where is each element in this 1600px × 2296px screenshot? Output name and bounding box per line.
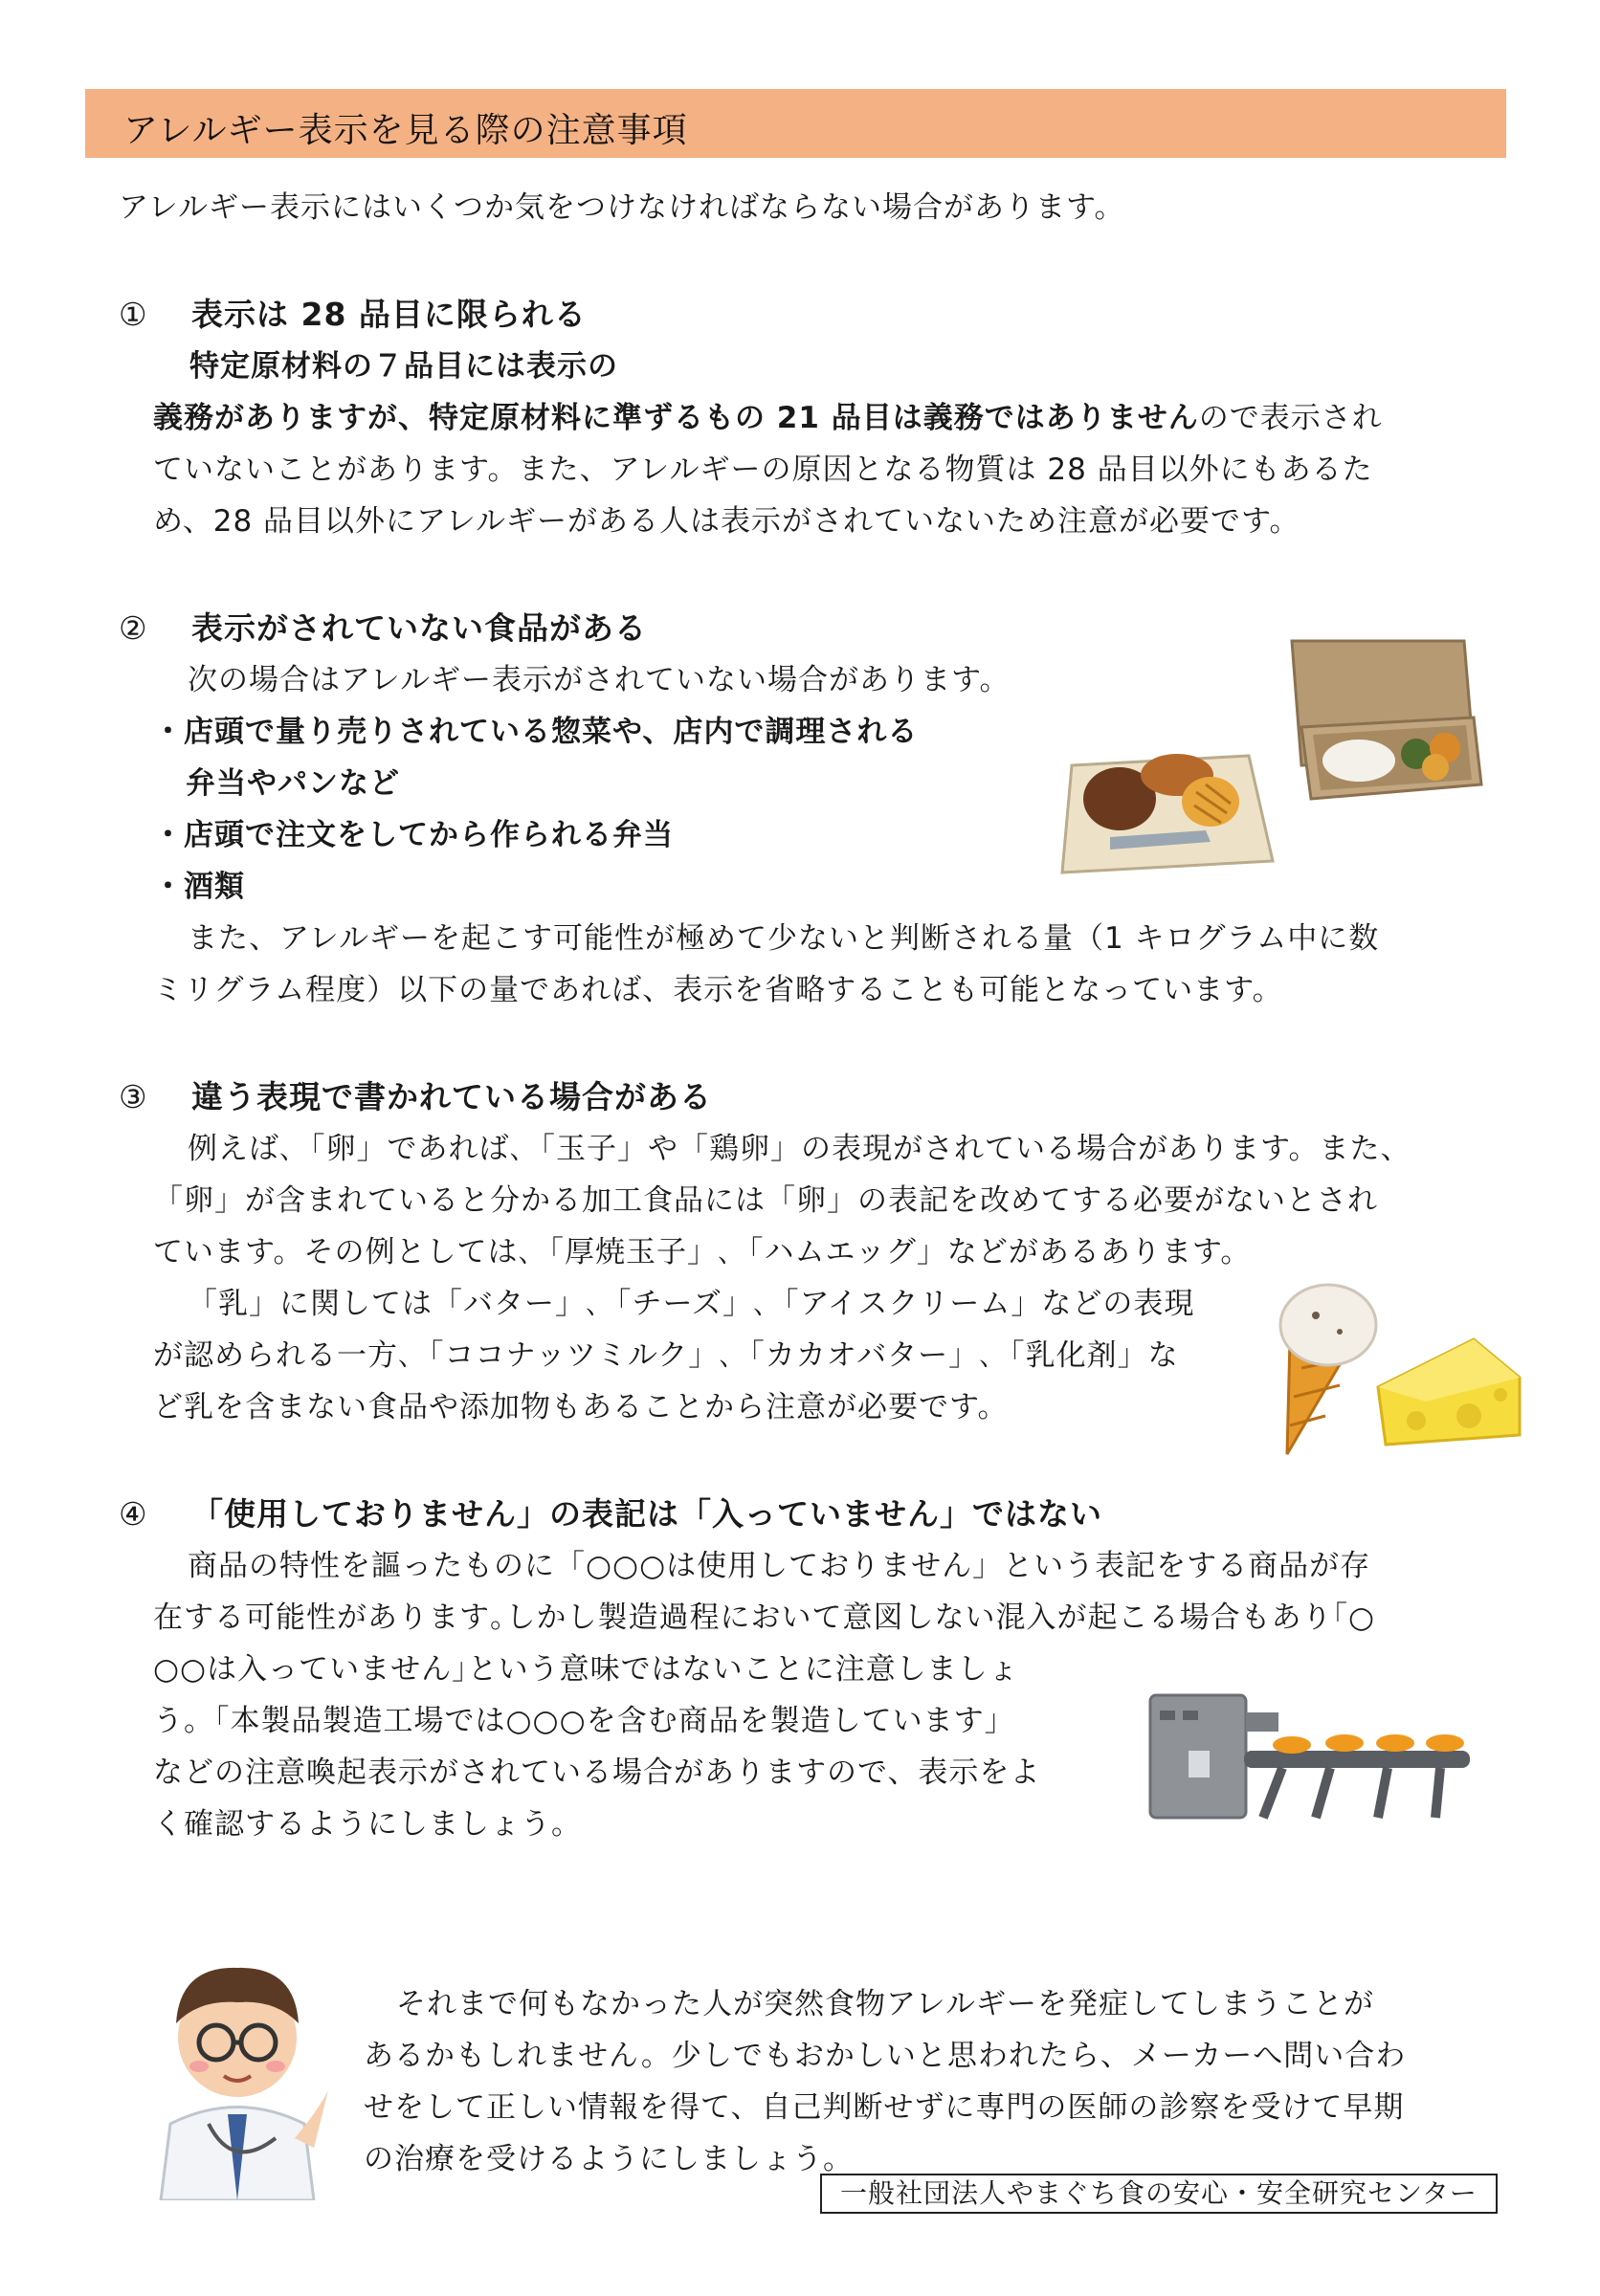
section1-line4: め、28 品目以外にアレルギーがある人は表示がされていないため注意が必要です。 [153, 504, 1300, 539]
closing-line2: あるかもしれません。少しでもおかしいと思われたら、メーカーへ問い合わ [364, 2039, 1407, 2073]
cheese-icon [1378, 1339, 1520, 1445]
section3-line2: 「卵」が含まれていると分かる加工食品には「卵」の表記を改めてする必要がないとされ [153, 1183, 1378, 1218]
organization-credit: 一般社団法人やまぐち食の安心・安全研究センター [820, 2174, 1498, 2214]
section2-line6: ミリグラム程度）以下の量であれば、表示を省略することも可能となっています。 [153, 973, 1283, 1007]
section4-line4: う｡「本製品製造工場では○○○を含む商品を製造しています」 [153, 1704, 1015, 1738]
doctor-icon [161, 1968, 328, 2200]
icecream-cheese-illustration [1273, 1272, 1522, 1459]
closing-line4: の治療を受けるようにしましょう。 [364, 2142, 854, 2176]
section2-line1: 次の場合はアレルギー表示がされていない場合があります。 [188, 663, 1011, 697]
section4-heading-text: 「使用しておりません」の表記は「入っていません」ではない [191, 1495, 1102, 1533]
section4-line2: 在する可能性があります｡しかし製造過程において意図しない混入が起こる場合もあり｢○ [153, 1601, 1376, 1635]
section2-heading [119, 603, 647, 654]
closing-line1: それまで何もなかった人が突然食物アレルギーを発症してしまうことが [396, 1987, 1374, 2021]
section4-line1: 商品の特性を謳ったものに「○○○は使用しておりません」という表記をする商品が存 [188, 1549, 1371, 1583]
intro-text: アレルギー表示にはいくつか気をつけなければならない場合があります。 [119, 190, 1125, 225]
section2-heading-text: 表示がされていない食品がある [191, 609, 647, 647]
closing-line3: せをして正しい情報を得て、自己判断せずに専門の医師の診察を受けて早期 [364, 2090, 1405, 2125]
section2-line5: また、アレルギーを起こす可能性が極めて少ないと判断される量（1 キログラム中に数 [188, 921, 1380, 956]
bread-tray-icon [1062, 754, 1273, 872]
section4-number: ④ [119, 1495, 148, 1533]
title-bar [85, 89, 1506, 158]
section2-number: ② [119, 609, 148, 647]
bento-box-icon [1292, 641, 1481, 799]
factory-conveyor-illustration [1148, 1684, 1474, 1822]
section3-line6: ど乳を含まない食品や添加物もあることから注意が必要です。 [153, 1390, 1009, 1424]
section3-number: ③ [119, 1078, 148, 1115]
section2-bullet1a: ・店頭で量り売りされている惣菜や、店内で調理される [153, 715, 919, 749]
section3-line1: 例えば､「卵」であれば､「玉子」や「鶏卵」の表現がされている場合があります。また、 [188, 1132, 1411, 1166]
section3-line5: が認められる一方､「ココナッツミルク」､「カカオバター」､「乳化剤」な [153, 1338, 1179, 1373]
section3-line3: ています。その例としては､「厚焼玉子」､「ハムエッグ」などがあるあります。 [153, 1235, 1252, 1269]
section1-heading [119, 289, 587, 341]
section1-line2 [153, 392, 1383, 444]
section1-line3: ていないことがあります。また、アレルギーの原因となる物質は 28 品目以外にもあるた [153, 453, 1373, 487]
section1-heading-text: 表示は 28 品目に限られる [191, 296, 587, 333]
ice-cream-icon [1280, 1285, 1376, 1454]
section1-line2-bold: 義務がありますが、特定原材料に準ずるもの 21 品目は義務ではありません [153, 401, 1199, 435]
section1-number: ① [119, 296, 148, 333]
section4-line3: ○○は入っていません｣という意味ではないことに注意しましょ [153, 1652, 1019, 1687]
section2-bullet3: ・酒類 [153, 870, 245, 904]
section3-heading [119, 1071, 712, 1123]
section3-line4: 「乳」に関しては「バター」､「チーズ」､「アイスクリーム」などの表現 [188, 1287, 1195, 1321]
section4-heading [119, 1489, 1102, 1540]
bread-and-bento-illustration [1053, 622, 1493, 875]
section4-line6: く確認するようにしましょう。 [153, 1807, 582, 1842]
section1-line1: 特定原材料の７品目には表示の [189, 349, 618, 384]
section2-bullet2: ・店頭で注文をしてから作られる弁当 [153, 818, 674, 852]
section4-line5: などの注意喚起表示がされている場合がありますので、表示をよ [153, 1755, 1041, 1790]
doctor-illustration [142, 1947, 333, 2200]
section1-line2-rest: ので表示され [1198, 401, 1383, 435]
conveyor-belt-icon [1244, 1734, 1470, 1818]
page-title: アレルギー表示を見る際の注意事項 [123, 111, 688, 150]
section2-bullet1b: 弁当やパンなど [186, 766, 400, 801]
section3-heading-text: 違う表現で書かれている場合がある [191, 1078, 712, 1115]
